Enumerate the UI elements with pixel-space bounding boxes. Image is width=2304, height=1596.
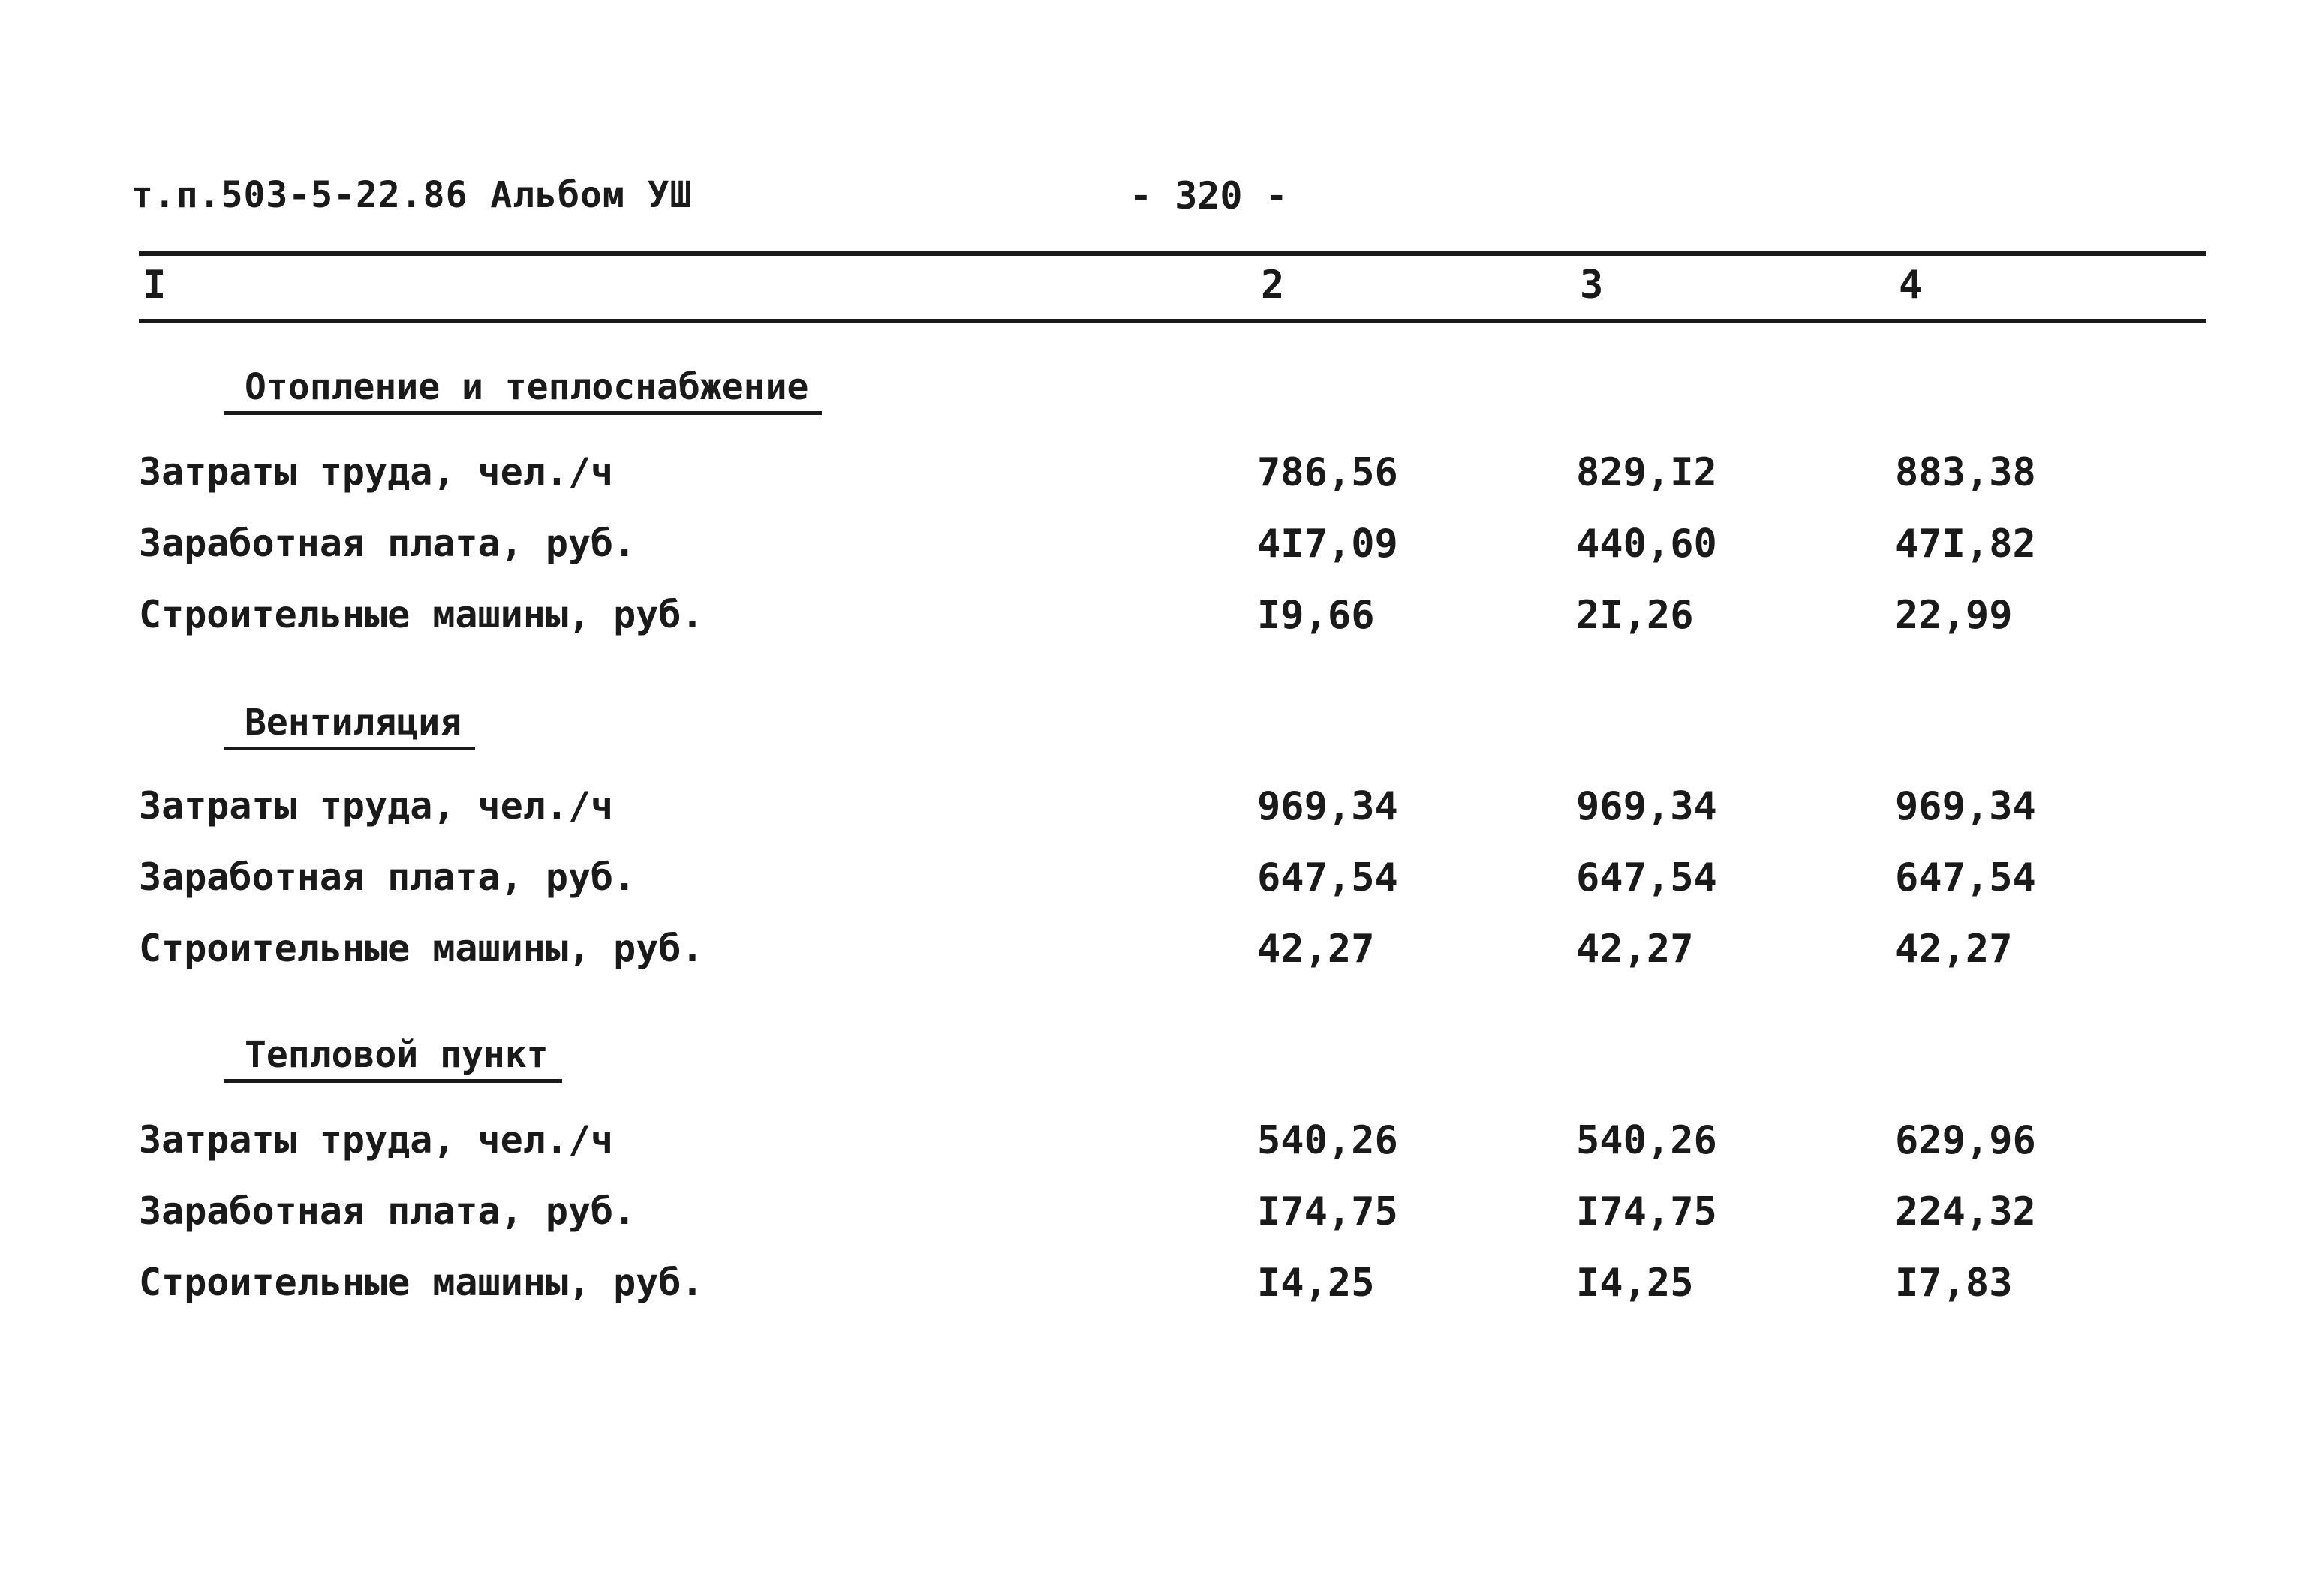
- table-top-rule: [139, 251, 2206, 256]
- table-header-rule: [139, 319, 2206, 323]
- cell-col2: I4,25: [1257, 1261, 1375, 1306]
- cell-col3: 440,60: [1576, 521, 1717, 567]
- column-header-3: 3: [1580, 263, 1604, 308]
- cell-col3: 969,34: [1576, 784, 1717, 829]
- cell-col3: 42,27: [1576, 927, 1694, 972]
- table-row: [0, 1189, 2304, 1242]
- section-title-heat-point: Тепловой пункт: [224, 1034, 562, 1083]
- document-code: т.п.503-5-22.86 Альбом УШ: [131, 174, 693, 216]
- cell-col2: 4I7,09: [1257, 521, 1398, 567]
- table-row: [0, 1261, 2304, 1313]
- row-label: Затраты труда, чел./ч: [139, 1118, 614, 1162]
- cell-col3: I4,25: [1576, 1261, 1694, 1306]
- cell-col2: I74,75: [1257, 1189, 1398, 1234]
- table-row: [0, 784, 2304, 837]
- cell-col2: I9,66: [1257, 593, 1375, 638]
- row-label: Заработная плата, руб.: [139, 855, 636, 899]
- row-label: Заработная плата, руб.: [139, 1189, 636, 1233]
- cell-col3: 829,I2: [1576, 450, 1717, 495]
- table-row: [0, 855, 2304, 908]
- cell-col4: 969,34: [1895, 784, 2036, 829]
- table-row: [0, 593, 2304, 645]
- cell-col3: I74,75: [1576, 1189, 1717, 1234]
- row-label: Строительные машины, руб.: [139, 1261, 704, 1304]
- table-row: [0, 1118, 2304, 1171]
- cell-col2: 540,26: [1257, 1118, 1398, 1163]
- cell-col3: 540,26: [1576, 1118, 1717, 1163]
- section-title-heating: Отопление и теплоснабжение: [224, 366, 822, 415]
- cell-col4: 647,54: [1895, 855, 2036, 900]
- table-row: [0, 927, 2304, 979]
- cell-col3: 647,54: [1576, 855, 1717, 900]
- column-header-1: I: [143, 263, 167, 308]
- row-label: Строительные машины, руб.: [139, 593, 704, 636]
- row-label: Затраты труда, чел./ч: [139, 784, 614, 828]
- cell-col4: 47I,82: [1895, 521, 2036, 567]
- cell-col4: 22,99: [1895, 593, 2013, 638]
- cell-col4: 883,38: [1895, 450, 2036, 495]
- section-title-ventilation: Вентиляция: [224, 702, 475, 750]
- cell-col3: 2I,26: [1576, 593, 1694, 638]
- cell-col2: 42,27: [1257, 927, 1375, 972]
- column-header-4: 4: [1899, 263, 1923, 308]
- cell-col2: 647,54: [1257, 855, 1398, 900]
- row-label: Строительные машины, руб.: [139, 927, 704, 970]
- cell-col4: I7,83: [1895, 1261, 2013, 1306]
- page-number: - 320 -: [1129, 174, 1288, 218]
- cell-col2: 969,34: [1257, 784, 1398, 829]
- table-row: [0, 450, 2304, 503]
- column-header-2: 2: [1261, 263, 1285, 308]
- cell-col4: 629,96: [1895, 1118, 2036, 1163]
- row-label: Затраты труда, чел./ч: [139, 450, 614, 494]
- row-label: Заработная плата, руб.: [139, 521, 636, 565]
- table-row: [0, 521, 2304, 574]
- cell-col2: 786,56: [1257, 450, 1398, 495]
- cell-col4: 224,32: [1895, 1189, 2036, 1234]
- cell-col4: 42,27: [1895, 927, 2013, 972]
